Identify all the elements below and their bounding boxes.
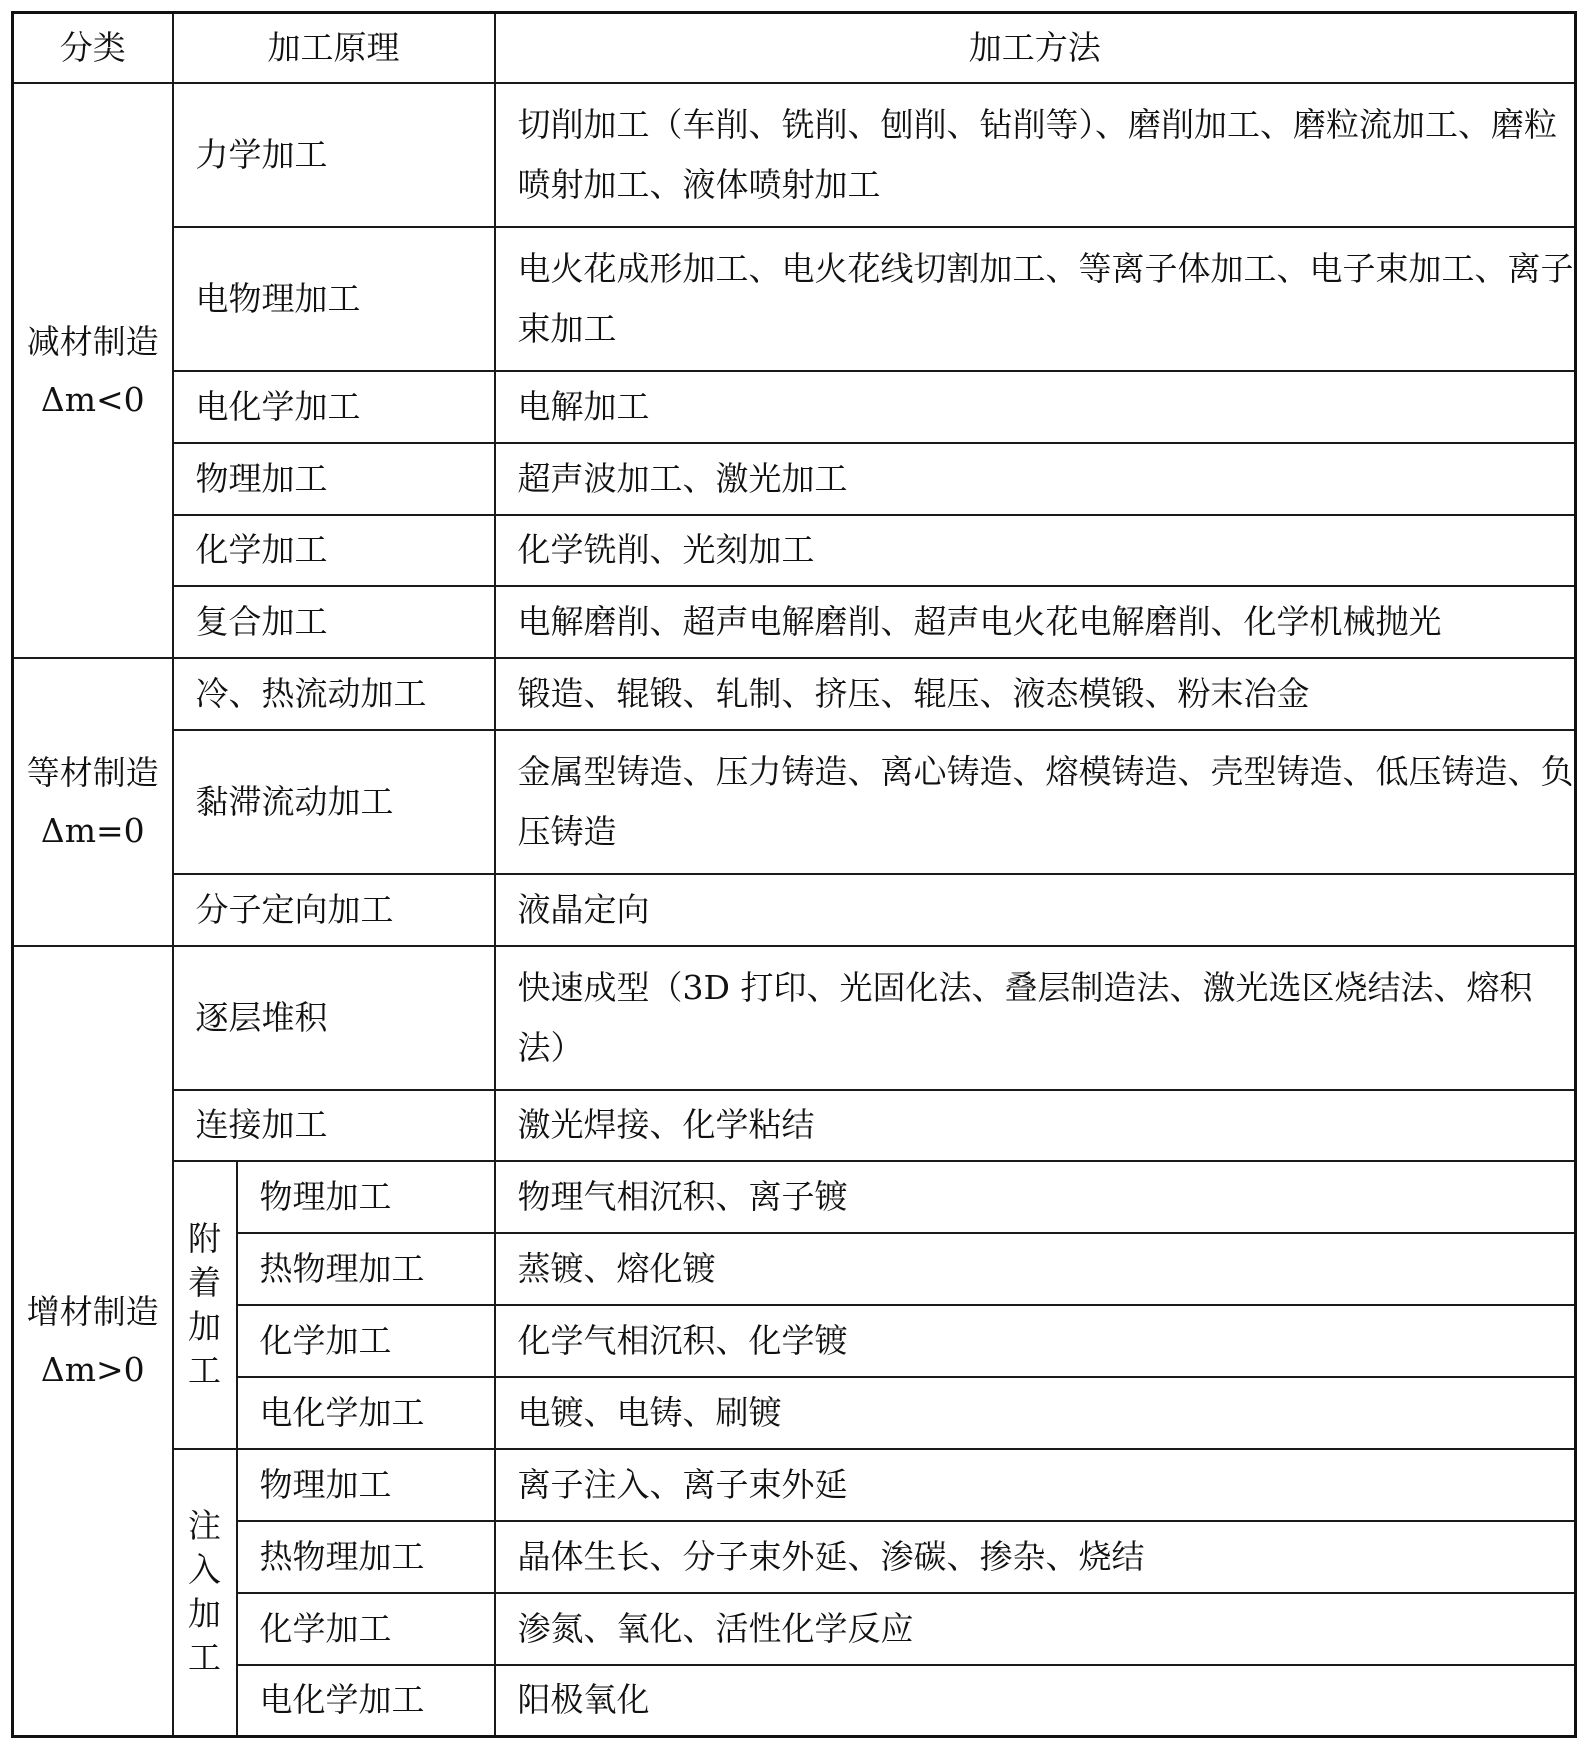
table-row: [13, 586, 1576, 658]
processing-methods-table: [11, 11, 1577, 1738]
table-header-row: [13, 13, 1576, 84]
category-condition: Δm>0: [40, 1349, 145, 1389]
vertical-char: 工: [188, 1638, 221, 1678]
header-principle: 加工原理: [173, 13, 495, 84]
principle-cell: 物理加工: [173, 443, 495, 515]
principle-cell: 黏滞流动加工: [173, 730, 495, 874]
method-cell: 激光焊接、化学粘结: [495, 1090, 1576, 1162]
category-equal: [13, 658, 173, 946]
vertical-char: 附: [188, 1219, 221, 1259]
table-row: [13, 730, 1576, 874]
table-row: [13, 874, 1576, 946]
principle-cell: 物理加工: [237, 1449, 495, 1521]
method-cell: 晶体生长、分子束外延、渗碳、掺杂、烧结: [495, 1521, 1576, 1593]
vertical-char: 着: [188, 1263, 221, 1303]
principle-cell: 化学加工: [237, 1305, 495, 1377]
vertical-char: 工: [188, 1351, 221, 1391]
subcategory-inject: [173, 1449, 237, 1737]
category-name: 等材制造: [26, 753, 159, 792]
vertical-char: 入: [188, 1550, 221, 1590]
table-row: [13, 1593, 1576, 1665]
category-name: 增材制造: [26, 1291, 159, 1331]
table-row: [13, 227, 1576, 371]
method-cell: 渗氮、氧化、活性化学反应: [495, 1593, 1576, 1665]
category-condition: Δm<0: [40, 379, 145, 419]
principle-cell: 电化学加工: [237, 1665, 495, 1737]
header-category: 分类: [13, 13, 173, 84]
principle-cell: 分子定向加工: [173, 874, 495, 946]
method-cell: 锻造、辊锻、轧制、挤压、辊压、液态模锻、粉末冶金: [495, 658, 1576, 730]
method-cell: 离子注入、离子束外延: [495, 1449, 1576, 1521]
table-row: [13, 371, 1576, 443]
principle-cell: 热物理加工: [237, 1233, 495, 1305]
table-row: [13, 1449, 1576, 1521]
principle-cell: 力学加工: [173, 83, 495, 227]
principle-cell: 复合加工: [173, 586, 495, 658]
principle-cell: 冷、热流动加工: [173, 658, 495, 730]
principle-cell: 逐层堆积: [173, 946, 495, 1090]
method-cell: 液晶定向: [495, 874, 1576, 946]
category-name: 减材制造: [26, 321, 159, 361]
principle-cell: 电物理加工: [173, 227, 495, 371]
category-subtractive: [13, 83, 173, 658]
category-condition: Δm=0: [40, 811, 145, 850]
table-row: [13, 1090, 1576, 1162]
table-row: [13, 1665, 1576, 1737]
table-row: [13, 1233, 1576, 1305]
method-cell: 化学气相沉积、化学镀: [495, 1305, 1576, 1377]
method-cell: 电解加工: [495, 371, 1576, 443]
principle-cell: 电化学加工: [237, 1377, 495, 1449]
principle-cell: 热物理加工: [237, 1521, 495, 1593]
method-cell: 超声波加工、激光加工: [495, 443, 1576, 515]
table-row: [13, 658, 1576, 730]
subcategory-attach: [173, 1161, 237, 1449]
table-row: [13, 1305, 1576, 1377]
principle-cell: 连接加工: [173, 1090, 495, 1162]
method-cell: 物理气相沉积、离子镀: [495, 1161, 1576, 1233]
vertical-char: 加: [188, 1307, 221, 1347]
principle-cell: 物理加工: [237, 1161, 495, 1233]
method-cell: 电镀、电铸、刷镀: [495, 1377, 1576, 1449]
table-row: [13, 443, 1576, 515]
header-method: 加工方法: [495, 13, 1576, 84]
method-cell: 化学铣削、光刻加工: [495, 515, 1576, 587]
principle-cell: 电化学加工: [173, 371, 495, 443]
method-cell: 切削加工（车削、铣削、刨削、钻削等）、磨削加工、磨粒流加工、磨粒喷射加工、液体喷射加工: [495, 83, 1576, 227]
table-row: [13, 1377, 1576, 1449]
table-row: [13, 946, 1576, 1090]
category-additive: [13, 946, 173, 1737]
table-row: [13, 1161, 1576, 1233]
table-row: [13, 83, 1576, 227]
principle-cell: 化学加工: [237, 1593, 495, 1665]
vertical-char: 注: [188, 1506, 221, 1546]
method-cell: 电解磨削、超声电解磨削、超声电火花电解磨削、化学机械抛光: [495, 586, 1576, 658]
table-row: [13, 1521, 1576, 1593]
method-cell: 蒸镀、熔化镀: [495, 1233, 1576, 1305]
principle-cell: 化学加工: [173, 515, 495, 587]
method-cell: 电火花成形加工、电火花线切割加工、等离子体加工、电子束加工、离子束加工: [495, 227, 1576, 371]
method-cell: 快速成型（3D 打印、光固化法、叠层制造法、激光选区烧结法、熔积法）: [495, 946, 1576, 1090]
vertical-char: 加: [188, 1594, 221, 1634]
table-row: [13, 515, 1576, 587]
method-cell: 阳极氧化: [495, 1665, 1576, 1737]
method-cell: 金属型铸造、压力铸造、离心铸造、熔模铸造、壳型铸造、低压铸造、负压铸造: [495, 730, 1576, 874]
